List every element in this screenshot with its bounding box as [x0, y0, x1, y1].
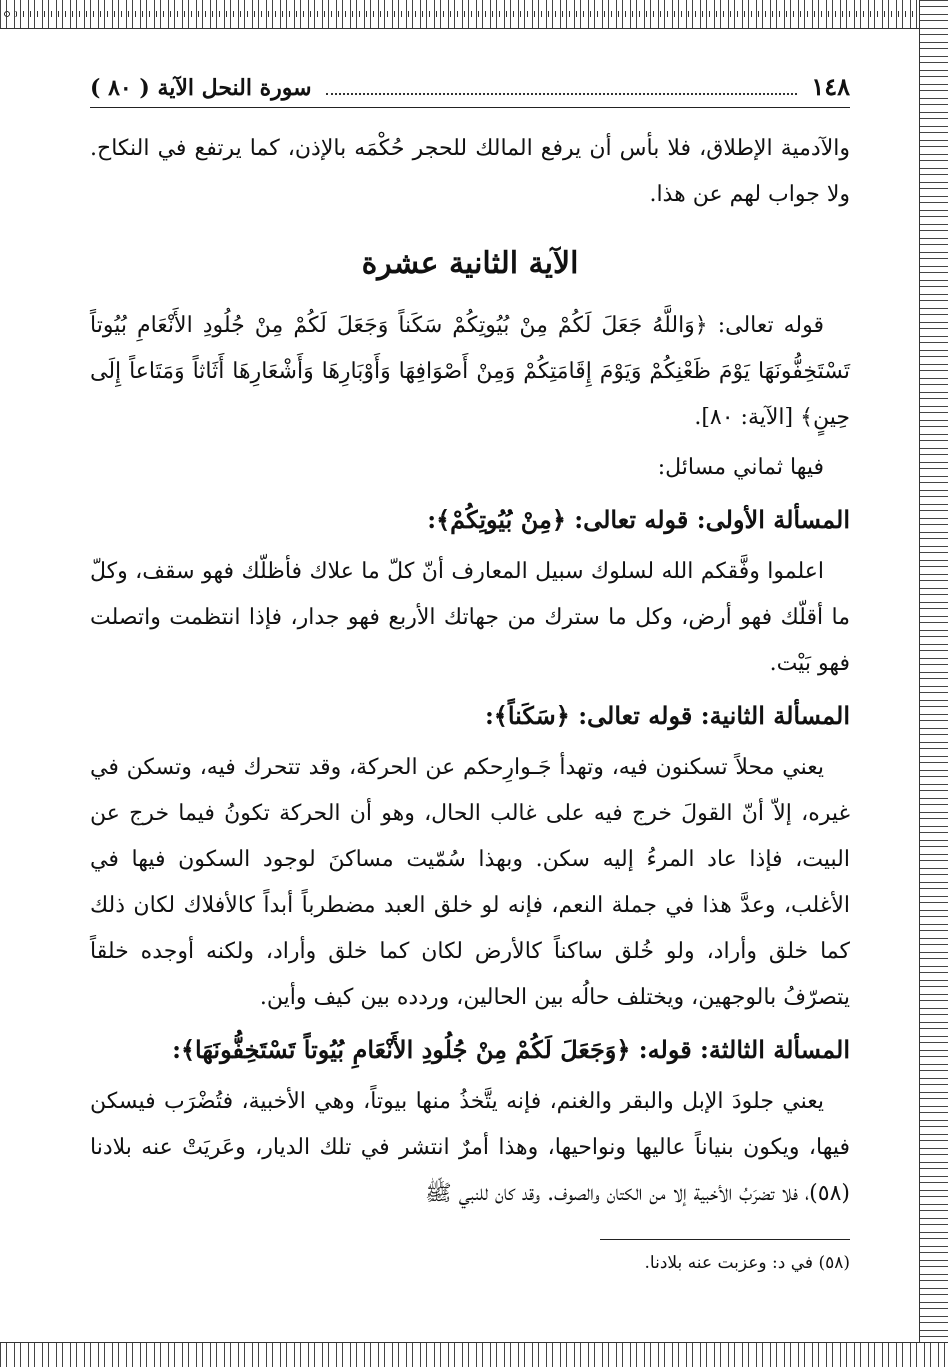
footnote-separator	[600, 1239, 850, 1240]
masala-2-text: يعني محلاً تسكنون فيه، وتهدأ جَـوارِحكم عن الحركة، وقد تتحرك فيه، وتسكن في غيره، إلاّ أنّ القولَ خرج فيه على غالب الحال، وهو أن الحركة تكونُ فيما خرج عن البيت، فإذا عاد المرءُ إليه سكن. وبهذا سُمّيت مساكنَ لوجود السكون فيها في الأغلب، وعدَّ هذا في جملة النعم، فإنه لو خلق العبد مضطرباً أبداً كالأفلاك لكان ذلك كما خلق وأراد، ولو خُلق ساكناً كالأرض لكان كما خلق وأراد، ولكنه أوجده خلقاً يتصرّفُ بالوجهين، ويختلف حالُه بين الحالين، وردده بين كيف وأين.	[90, 755, 850, 1010]
running-title: سورة النحل الآية ( ٨٠ )	[90, 75, 312, 101]
masala-2-title: المسألة الثانية: قوله تعالى: ﴿سَكَناً﴾:	[484, 701, 850, 730]
header-dot-leader	[326, 81, 798, 95]
intro-paragraph: والآدمية الإطلاق، فلا بأس أن يرفع المالك للحجر حُكْمَه بالإذن، كما يرتفع في النكاح. ولا جواب لهم عن هذا.	[90, 136, 850, 207]
masala-1-text: اعلموا وفَّقكم الله لسلوك سبيل المعارف أنّ كلّ ما علاك فأظلّك فهو سقف، وكلّ ما أقلّك فهو أرض، وكل ما سترك من جهاتك الأربع فهو جدار، فإذا انتظمت واتصلت فهو بَيْت.	[90, 559, 850, 676]
footnote: (٥٨) في د: وعزبت عنه بلادنا.	[644, 1253, 850, 1273]
masala-1-title: المسألة الأولى: قوله تعالى: ﴿مِنْ بُيُوتِكُمْ﴾:	[427, 505, 850, 534]
masala-3-title: المسألة الثالثة: قوله: ﴿وَجَعَلَ لَكُمْ مِنْ جُلُودِ الأَنْعَامِ بُيُوتاً تَسْتَخِفُّونَهَا﴾:	[172, 1035, 850, 1064]
verse-paragraph: قوله تعالى: ﴿وَاللَّهُ جَعَلَ لَكُمْ مِنْ بُيُوتِكُمْ سَكَناً وَجَعَلَ لَكُمْ مِنْ جُلُودِ الأَنْعَامِ بُيُوتاً تَسْتَخِفُّونَهَا يَوْمَ ظَعْنِكُمْ وَيَوْمَ إِقَامَتِكُمْ وَمِنْ أَصْوَافِهَا وَأَوْبَارِهَا وَأَشْعَارِهَا أَثَاثاً وَمَتَاعاً إِلَى حِينٍ﴾ [الآية: ٨٠].	[90, 313, 850, 430]
masala-3-text: يعني جلودَ الإبل والبقر والغنم، فإنه يتَّخذُ منها بيوتاً، وهي الأخبية، فتُضْرَب فيسكن فيها، ويكون بنياناً عاليها ونواحيها، وهذا أمرٌ انتشر في تلك الديار، وعَريَتْ عنه بلادنا (٥٨)، فلا تضرَبُ الأخبية إلا من الكتان والصوف. وقد كان للنبي ﷺ	[90, 1089, 850, 1206]
right-border-ornament	[919, 0, 948, 1367]
section-title: الآية الثانية عشرة	[361, 246, 579, 281]
book-page	[90, 60, 850, 1330]
issues-intro: فيها ثماني مسائل:	[657, 455, 824, 480]
page-number: ١٤٨	[811, 72, 850, 101]
bottom-border-ornament	[0, 1342, 948, 1367]
top-border-ornament	[0, 0, 948, 29]
page-header	[90, 72, 850, 108]
